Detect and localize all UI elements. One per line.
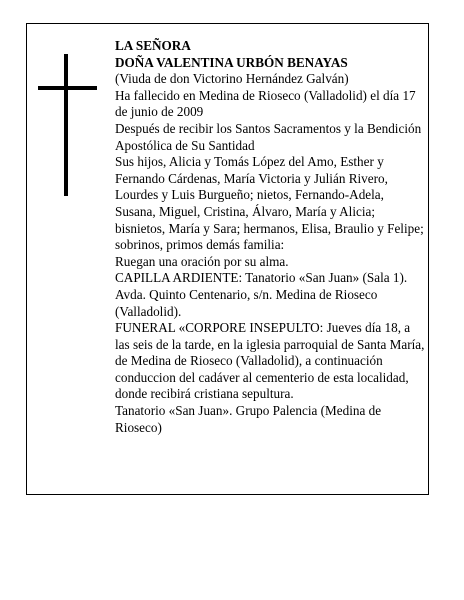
chapel-info: CAPILLA ARDIENTE: Tanatorio «San Juan» (Sala 1). Avda. Quinto Centenario, s/n. Medina de Rioseco (Valladolid). [115, 270, 408, 319]
family-list: Sus hijos, Alicia y Tomás López del Amo, Esther y Fernando Cárdenas, María Victoria y Julián Rivero, Lourdes y Luis Burgueño; nietos, Fernando-Adela, Susana, Miguel, Cristina, Álvaro, María y Alicia; bisnietos, María y Sara; hermanos, Elisa, Braulio y Felipe; sobrinos, primos demás familia: [115, 154, 424, 253]
obituary-title: LA SEÑORA [115, 38, 191, 53]
cross-icon-horizontal-bar [38, 86, 97, 90]
cross-icon-vertical-bar [64, 54, 68, 196]
death-info: Ha fallecido en Medina de Rioseco (Valladolid) el día 17 de junio de 2009 [115, 87, 416, 120]
funeral-home: Tanatorio «San Juan». Grupo Palencia (Medina de Rioseco) [115, 403, 382, 435]
funeral-info: FUNERAL «CORPORE INSEPULTO: Jueves día 18, a las seis de la tarde, en la iglesia parroquial de Santa María, de Medina de Rioseco (Valladolid), a continuación conduccion del cadáver al cementerio de esta localidad, donde recibirá cristiana sepultura. [115, 320, 425, 402]
widow-note: (Viuda de don Victorino Hernández Galván) [115, 71, 349, 87]
sacraments-note: Después de recibir los Santos Sacramentos y la Bendición Apostólica de Su Santidad [115, 120, 422, 153]
obituary-text [115, 38, 427, 436]
deceased-name: DOÑA VALENTINA URBÓN BENAYAS [115, 54, 348, 70]
prayer-request: Ruegan una oración por su alma. [115, 253, 289, 269]
